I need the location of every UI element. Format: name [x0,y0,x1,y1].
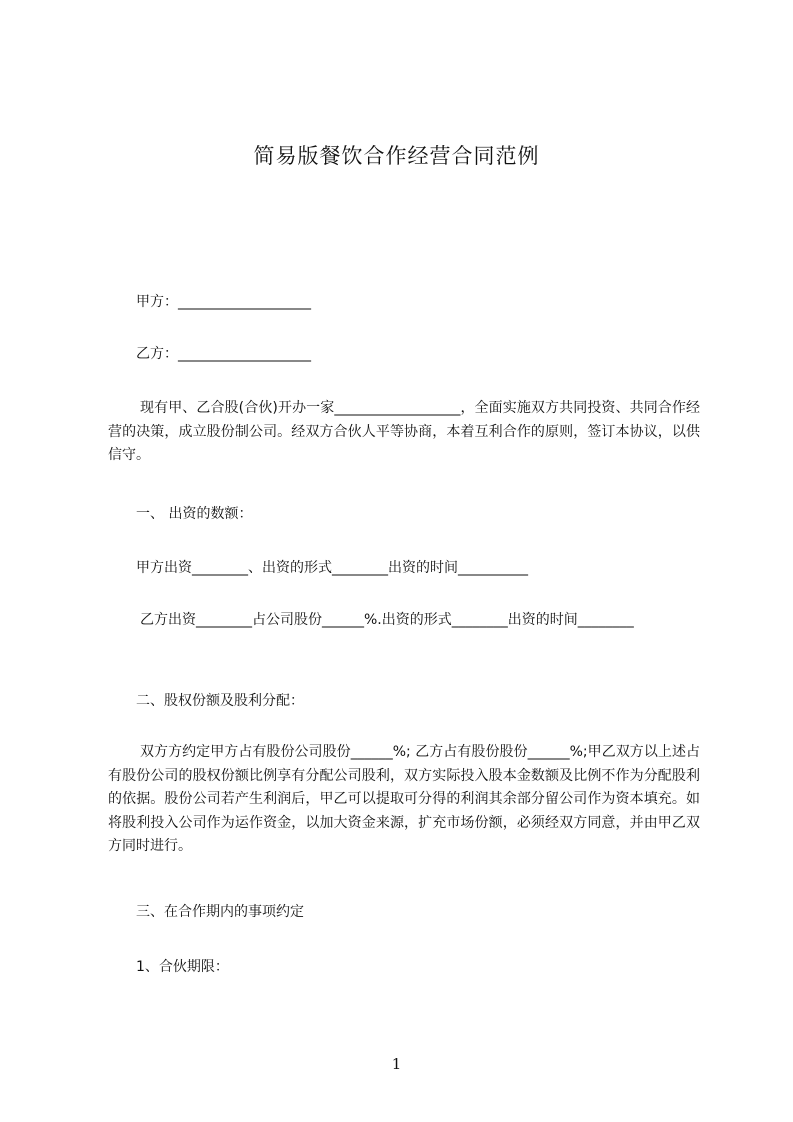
party-a-investment-line: 甲方出资________、出资的形式________出资的时间__________ [136,560,528,576]
section-2-heading: 二、股权份额及股利分配： [136,693,304,709]
party-a-line: 甲方：___________________ [136,294,311,310]
section-2-body: 双方方约定甲方占有股份公司股份______%; 乙方占有股份股份______%;甲乙双方以上述占有股份公司的股权份额比例享有分配公司股利，双方实际投入股本金数额及比例不作为分配股利的依据。股份公司若产生利润后，甲乙可以提取可分得的利润其余部分留公司作为资本填充。如将股利投入公司作为运作资金，以加大资金来源，扩充市场份额，必须经双方同意，并由甲乙双方同时进行。 [108,744,700,854]
intro-paragraph: 现有甲、乙合股(合伙)开办一家__________________，全面实施双方共同投资、共同合作经营的决策，成立股份制公司。经双方合伙人平等协商，本着互利合作的原则，签订本协议，以供信守。 [108,400,700,463]
page-number: 1 [391,1055,402,1073]
section-3-item-1: 1、合伙期限： [136,959,229,975]
party-b-line: 乙方：___________________ [136,346,311,362]
section-1-heading: 一、 出资的数额： [136,506,253,522]
party-b-investment-line: 乙方出资________占公司股份______%.出资的形式________出资的时间________ [140,612,634,628]
section-3-heading: 三、在合作期内的事项约定 [136,904,304,920]
document-title: 简易版餐饮合作经营合同范例 [253,144,540,168]
